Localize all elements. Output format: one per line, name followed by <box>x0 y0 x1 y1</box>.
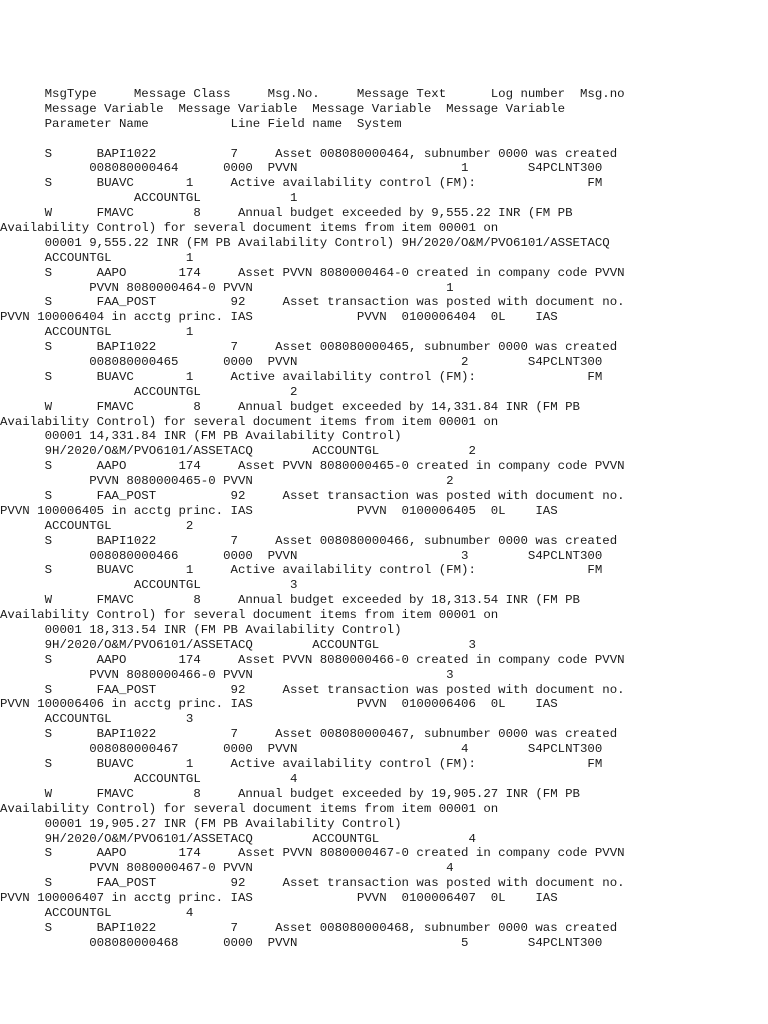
log-line: ACCOUNTGL 4 <box>0 771 298 786</box>
log-line: 008080000467 0000 PVVN 4 S4PCLNT300 <box>0 742 603 757</box>
log-line: 00001 14,331.84 INR (FM PB Availability Control) <box>0 429 402 444</box>
log-line: S BAPI1022 7 Asset 008080000465, subnumber 0000 was created <box>0 340 618 355</box>
log-line: W FMAVC 8 Annual budget exceeded by 19,905.27 INR (FM PB <box>0 786 580 801</box>
log-line: ACCOUNTGL 2 <box>0 518 194 533</box>
log-line: PVVN 100006404 in acctg princ. IAS PVVN 0100006404 0L IAS <box>0 310 558 325</box>
log-line: S BAPI1022 7 Asset 008080000466, subnumber 0000 was created <box>0 533 618 548</box>
log-line: PVVN 100006406 in acctg princ. IAS PVVN 0100006406 0L IAS <box>0 697 558 712</box>
log-line: W FMAVC 8 Annual budget exceeded by 18,313.54 INR (FM PB <box>0 593 580 608</box>
log-line: W FMAVC 8 Annual budget exceeded by 9,555.22 INR (FM PB <box>0 206 573 221</box>
log-line: S FAA_POST 92 Asset transaction was posted with document no. <box>0 295 625 310</box>
log-line: Availability Control) for several document items from item 00001 on <box>0 221 499 235</box>
log-line: 008080000466 0000 PVVN 3 S4PCLNT300 <box>0 548 603 563</box>
log-line: PVVN 100006405 in acctg princ. IAS PVVN 0100006405 0L IAS <box>0 503 558 518</box>
log-line: 9H/2020/O&M/PVO6101/ASSETACQ ACCOUNTGL 3 <box>0 637 476 652</box>
log-line: ACCOUNTGL 2 <box>0 384 298 399</box>
log-line: Availability Control) for several document items from item 00001 on <box>0 801 499 816</box>
log-line: PVVN 8080000465-0 PVVN 2 <box>0 474 454 489</box>
log-line: MsgType Message Class Msg.No. Message Text Log number Msg.no <box>0 87 625 101</box>
log-line: Availability Control) for several document items from item 00001 on <box>0 608 499 623</box>
log-line: ACCOUNTGL 3 <box>0 712 194 727</box>
log-line: S AAPO 174 Asset PVVN 8080000467-0 created in company code PVVN <box>0 846 625 861</box>
log-line: S BUAVC 1 Active availability control (FM): FM <box>0 757 603 772</box>
log-line: S FAA_POST 92 Asset transaction was posted with document no. <box>0 682 625 697</box>
log-line: S BAPI1022 7 Asset 008080000464, subnumber 0000 was created <box>0 146 618 161</box>
log-line: Message Variable Message Variable Message Variable Message Variable <box>0 101 566 116</box>
log-line: PVVN 100006407 in acctg princ. IAS PVVN 0100006407 0L IAS <box>0 891 558 906</box>
log-line: S AAPO 174 Asset PVVN 8080000466-0 created in company code PVVN <box>0 652 625 667</box>
log-line: 008080000464 0000 PVVN 1 S4PCLNT300 <box>0 161 603 176</box>
log-line: ACCOUNTGL 1 <box>0 325 194 340</box>
log-line: ACCOUNTGL 1 <box>0 250 194 265</box>
log-line: S BUAVC 1 Active availability control (FM): FM <box>0 563 603 578</box>
log-line: ACCOUNTGL 3 <box>0 578 298 593</box>
log-line: W FMAVC 8 Annual budget exceeded by 14,331.84 INR (FM PB <box>0 399 580 414</box>
log-line: S BAPI1022 7 Asset 008080000467, subnumber 0000 was created <box>0 727 618 742</box>
log-line: 008080000465 0000 PVVN 2 S4PCLNT300 <box>0 355 603 370</box>
log-line: S BUAVC 1 Active availability control (FM): FM <box>0 369 603 384</box>
log-line: S AAPO 174 Asset PVVN 8080000465-0 created in company code PVVN <box>0 459 625 474</box>
log-line: S FAA_POST 92 Asset transaction was posted with document no. <box>0 876 625 891</box>
log-line: 00001 9,555.22 INR (FM PB Availability Control) 9H/2020/O&M/PVO6101/ASSETACQ <box>0 235 610 250</box>
log-line: 9H/2020/O&M/PVO6101/ASSETACQ ACCOUNTGL 4 <box>0 831 476 846</box>
log-line: Parameter Name Line Field name System <box>0 116 402 131</box>
message-log-document <box>0 87 768 950</box>
log-line: S BAPI1022 7 Asset 008080000468, subnumber 0000 was created <box>0 920 618 935</box>
log-line: S AAPO 174 Asset PVVN 8080000464-0 created in company code PVVN <box>0 265 625 280</box>
log-line: PVVN 8080000466-0 PVVN 3 <box>0 667 454 682</box>
log-line: S FAA_POST 92 Asset transaction was posted with document no. <box>0 489 625 504</box>
log-line: 008080000468 0000 PVVN 5 S4PCLNT300 <box>0 935 603 950</box>
log-line: 00001 19,905.27 INR (FM PB Availability Control) <box>0 816 402 831</box>
log-line: 9H/2020/O&M/PVO6101/ASSETACQ ACCOUNTGL 2 <box>0 444 476 459</box>
log-line: PVVN 8080000467-0 PVVN 4 <box>0 861 454 876</box>
log-line: ACCOUNTGL 1 <box>0 191 298 206</box>
log-line: S BUAVC 1 Active availability control (FM): FM <box>0 176 603 191</box>
log-line: 00001 18,313.54 INR (FM PB Availability Control) <box>0 623 402 638</box>
log-line: ACCOUNTGL 4 <box>0 905 194 920</box>
log-line: Availability Control) for several document items from item 00001 on <box>0 414 499 429</box>
log-line: PVVN 8080000464-0 PVVN 1 <box>0 280 454 295</box>
